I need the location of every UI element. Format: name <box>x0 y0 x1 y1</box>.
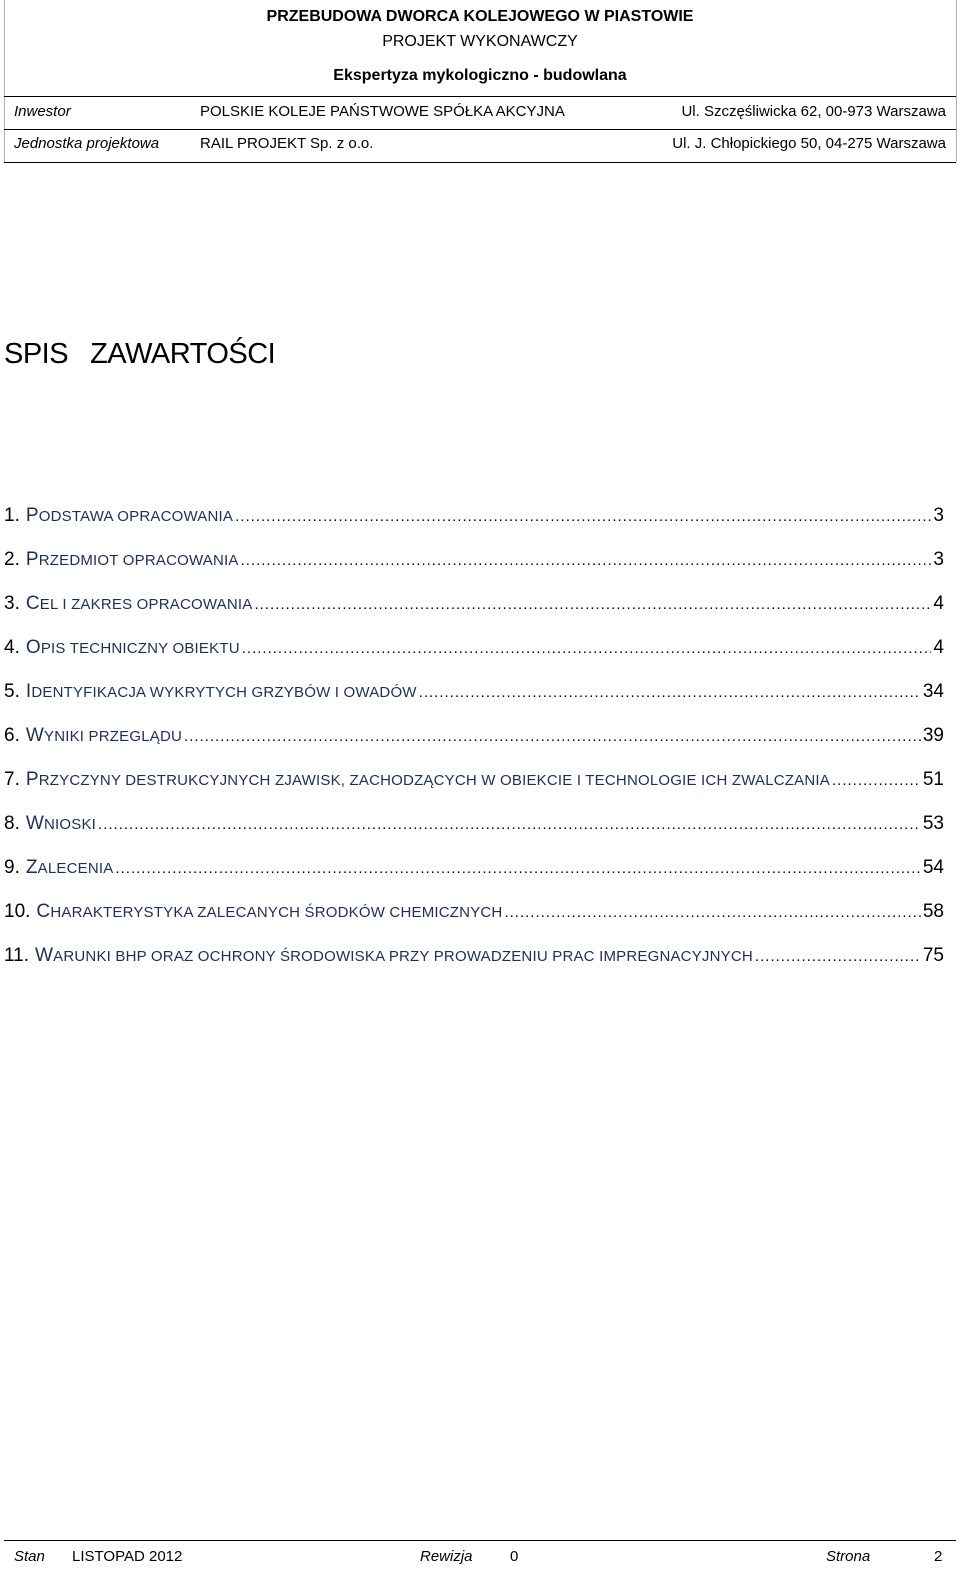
toc-entry[interactable] <box>4 681 944 725</box>
footer-strona-value: 2 <box>934 1548 943 1565</box>
toc-entry-number: 9. <box>4 857 20 878</box>
toc-entry-number: 11. <box>4 945 30 966</box>
toc-heading-word: ZAWARTOŚCI <box>90 338 276 370</box>
toc-entry-title[interactable]: CEL I ZAKRES OPRACOWANIA <box>25 593 253 614</box>
toc-entry-page[interactable]: 34 <box>922 681 944 702</box>
toc-entry-title[interactable]: PRZYCZYNY DESTRUKCYJNYCH ZJAWISK, ZACHODZĄCYCH W OBIEKCIE I TECHNOLOGIE ICH ZWALCZANIA <box>25 769 830 790</box>
toc-entry[interactable] <box>4 945 944 989</box>
toc-entry-page[interactable]: 75 <box>922 945 944 966</box>
investor-address: Ul. Szczęśliwicka 62, 00-973 Warszawa <box>681 103 946 120</box>
toc-entry-title[interactable]: PODSTAWA OPRACOWANIA <box>25 505 234 526</box>
toc-entry-page[interactable]: 51 <box>922 769 944 790</box>
toc-entry-title[interactable]: CHARAKTERYSTYKA ZALECANYCH ŚRODKÓW CHEMICZNYCH <box>36 901 503 922</box>
project-stage: PROJEKT WYKONAWCZY <box>382 33 578 50</box>
toc-entry[interactable] <box>4 813 944 857</box>
toc-entry-number: 10. <box>4 901 31 922</box>
footer-rewizja-value: 0 <box>510 1548 519 1565</box>
design-unit-row <box>0 132 960 164</box>
toc-leader-dots <box>184 728 921 745</box>
toc-leader-dots <box>241 552 932 569</box>
toc-entry[interactable] <box>4 857 944 901</box>
toc-entry-number: 6. <box>4 725 20 746</box>
project-title: PRZEBUDOWA DWORCA KOLEJOWEGO W PIASTOWIE <box>266 8 694 25</box>
toc-entry-page[interactable]: 3 <box>933 549 944 570</box>
design-unit-address: Ul. J. Chłopickiego 50, 04-275 Warszawa <box>672 135 946 152</box>
toc-entry-title[interactable]: WNIOSKI <box>25 813 97 834</box>
toc-leader-dots <box>755 948 921 965</box>
footer-rewizja-label: Rewizja <box>420 1548 473 1565</box>
toc-entry-page[interactable]: 3 <box>933 505 944 526</box>
footer-strona-label: Strona <box>826 1548 871 1565</box>
toc-leader-dots <box>242 640 932 657</box>
toc-entry-number: 5. <box>4 681 20 702</box>
toc-leader-dots <box>98 816 921 833</box>
toc-entry-title[interactable]: OPIS TECHNICZNY OBIEKTU <box>25 637 240 658</box>
toc-entry-title[interactable]: PRZEDMIOT OPRACOWANIA <box>25 549 239 570</box>
toc-entry-number: 4. <box>4 637 20 658</box>
toc-entry[interactable] <box>4 593 944 637</box>
toc-entry-page[interactable]: 53 <box>922 813 944 834</box>
investor-row <box>0 100 960 132</box>
toc-entry[interactable] <box>4 505 944 549</box>
toc-leader-dots <box>115 860 920 877</box>
toc-entry-page[interactable]: 54 <box>922 857 944 878</box>
investor-name: POLSKIE KOLEJE PAŃSTWOWE SPÓŁKA AKCYJNA <box>200 103 565 120</box>
toc-entry-page[interactable]: 39 <box>922 725 944 746</box>
toc-heading <box>4 338 275 371</box>
footer-stan-value: LISTOPAD 2012 <box>72 1548 183 1565</box>
toc-heading-word: SPIS <box>4 338 69 370</box>
toc-entry-title[interactable]: ZALECENIA <box>25 857 114 878</box>
toc-entry-page[interactable]: 58 <box>922 901 944 922</box>
toc-entry[interactable] <box>4 549 944 593</box>
header-divider <box>4 96 956 97</box>
toc-entry-number: 1. <box>4 505 20 526</box>
toc-entry[interactable] <box>4 637 944 681</box>
toc-leader-dots <box>504 904 920 921</box>
toc-leader-dots <box>254 596 931 613</box>
toc-leader-dots <box>419 684 921 701</box>
toc-entry-title[interactable]: IDENTYFIKACJA WYKRYTYCH GRZYBÓW I OWADÓW <box>25 681 417 702</box>
toc-entry-number: 8. <box>4 813 20 834</box>
toc-entry[interactable] <box>4 725 944 769</box>
toc-entry-page[interactable]: 4 <box>933 593 944 614</box>
toc-entry-number: 3. <box>4 593 20 614</box>
footer-rule <box>4 1540 956 1541</box>
toc-list <box>4 505 944 989</box>
toc-entry[interactable] <box>4 769 944 813</box>
toc-entry-number: 7. <box>4 769 20 790</box>
design-unit-name: RAIL PROJEKT Sp. z o.o. <box>200 135 374 152</box>
toc-entry-page[interactable]: 4 <box>933 637 944 658</box>
toc-entry[interactable] <box>4 901 944 945</box>
toc-entry-number: 2. <box>4 549 20 570</box>
document-type: Ekspertyza mykologiczno - budowlana <box>333 67 627 84</box>
investor-label: Inwestor <box>14 103 71 120</box>
header-bottom-rule <box>4 162 956 163</box>
toc-leader-dots <box>235 508 931 525</box>
header-divider <box>4 129 956 130</box>
footer-stan-label: Stan <box>14 1548 45 1565</box>
toc-entry-title[interactable]: WARUNKI BHP ORAZ OCHRONY ŚRODOWISKA PRZY PROWADZENIU PRAC IMPREGNACYJNYCH <box>35 945 753 966</box>
toc-leader-dots <box>832 772 921 789</box>
toc-entry-title[interactable]: WYNIKI PRZEGLĄDU <box>25 725 183 746</box>
design-unit-label: Jednostka projektowa <box>14 135 160 152</box>
